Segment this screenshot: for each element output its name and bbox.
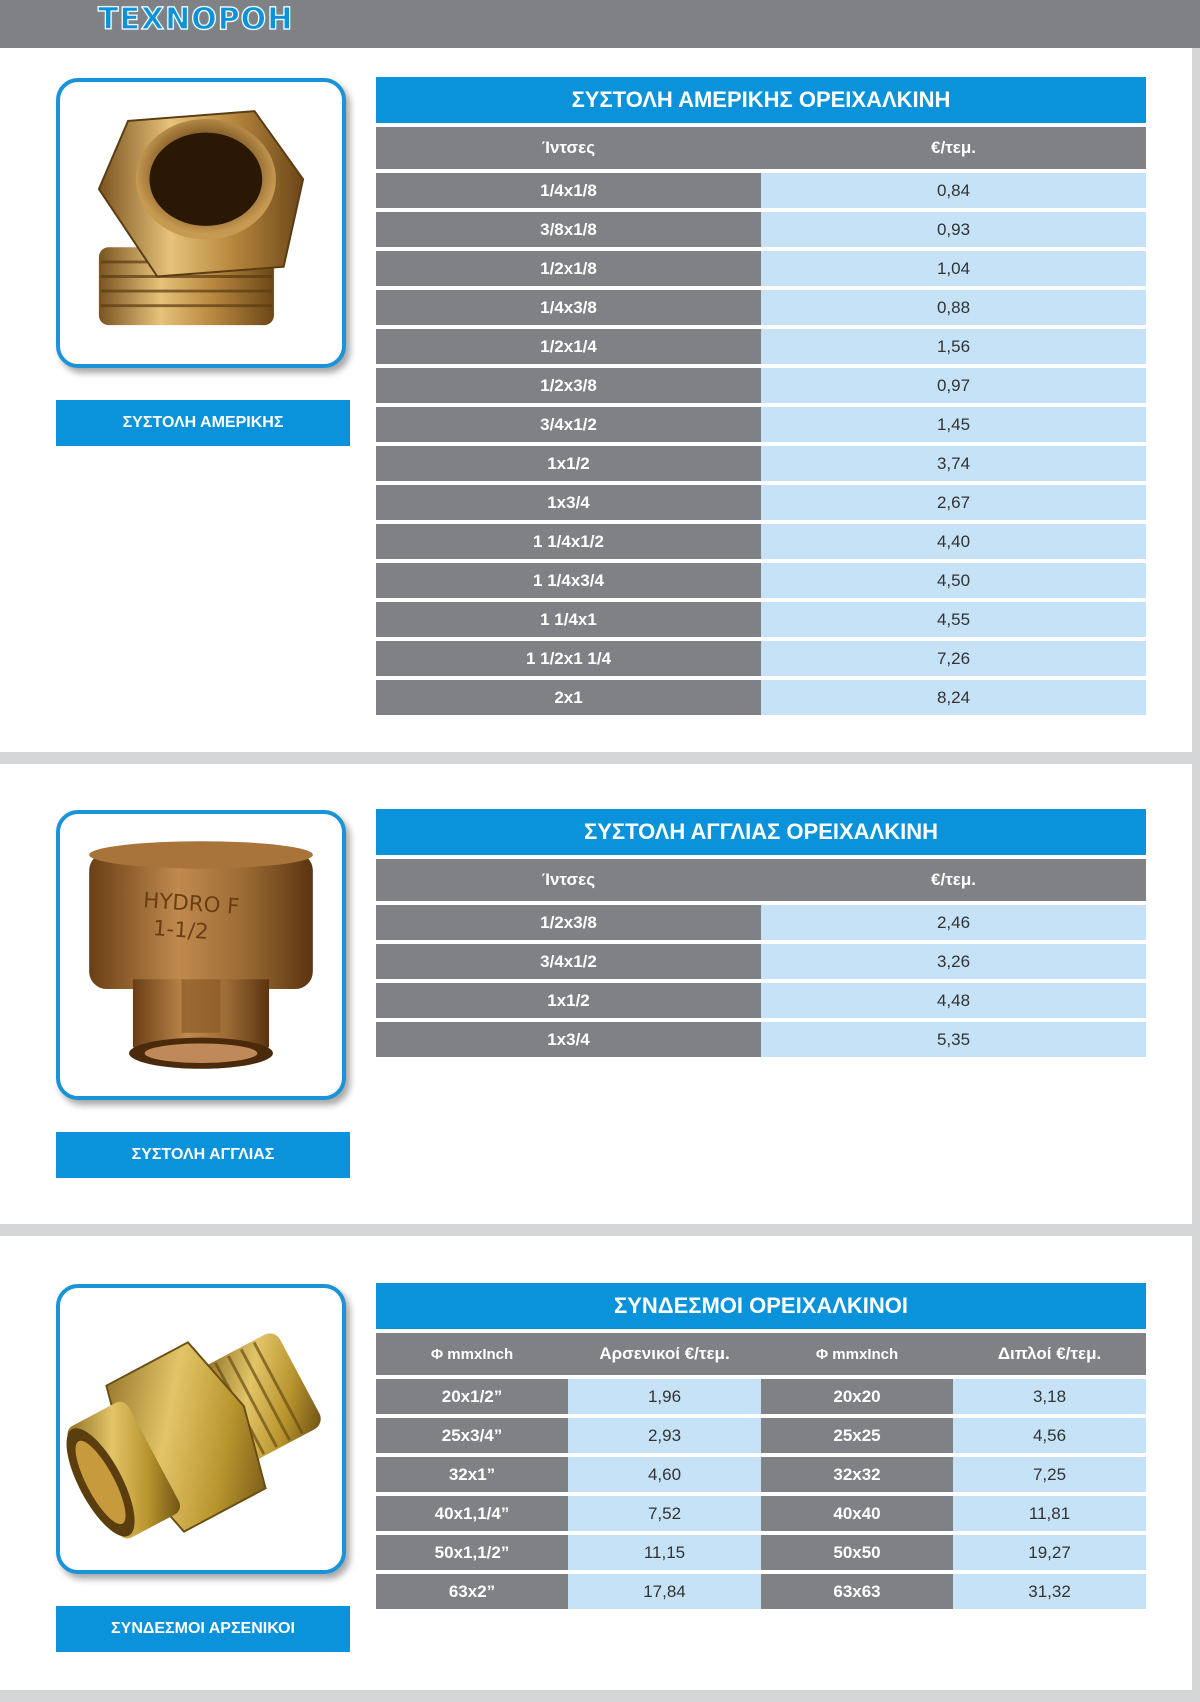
product-caption: ΣΥΝΔΕΣΜΟΙ ΑΡΣΕΝΙΚΟΙ: [56, 1606, 350, 1652]
price-cell: 4,55: [761, 602, 1146, 641]
table-row: [376, 1574, 1146, 1613]
size-cell: 3/4x1/2: [376, 944, 761, 983]
price-cell: 3,26: [761, 944, 1146, 983]
size-cell: 50x50: [761, 1535, 953, 1574]
size-cell: 40x40: [761, 1496, 953, 1535]
column-header-male-price: Αρσενικοί €/τεμ.: [568, 1333, 761, 1379]
table-row: [376, 1022, 1146, 1061]
size-cell: 1/2x3/8: [376, 368, 761, 407]
size-cell: 63x63: [761, 1574, 953, 1613]
size-cell: 1 1/4x1/2: [376, 524, 761, 563]
price-cell: 4,60: [568, 1457, 761, 1496]
price-cell: 0,84: [761, 173, 1146, 212]
price-cell: 1,56: [761, 329, 1146, 368]
price-table-english-reducer: [376, 809, 1146, 1061]
header-bar: [0, 0, 1200, 48]
size-cell: 20x20: [761, 1379, 953, 1418]
column-header-price: €/τεμ.: [761, 859, 1146, 905]
table-row: [376, 1457, 1146, 1496]
price-cell: 4,56: [953, 1418, 1146, 1457]
size-cell: 1 1/4x1: [376, 602, 761, 641]
svg-text:HYDRO F: HYDRO F: [142, 888, 241, 920]
section-divider: [0, 1690, 1200, 1702]
table-row: [376, 1535, 1146, 1574]
size-cell: 32x1”: [376, 1457, 568, 1496]
table-title: ΣΥΣΤΟΛΗ ΑΜΕΡΙΚΗΣ ΟΡΕΙΧΑΛΚΙΝΗ: [376, 77, 1146, 127]
bronze-reducer-image: [60, 814, 342, 1096]
price-cell: 4,50: [761, 563, 1146, 602]
section-divider: [0, 1224, 1200, 1236]
price-cell: 8,24: [761, 680, 1146, 719]
column-header-inches: Ίντσες: [376, 127, 761, 173]
size-cell: 1x3/4: [376, 485, 761, 524]
size-cell: 50x1,1/2”: [376, 1535, 568, 1574]
brass-union-image: [60, 1288, 342, 1570]
table-row: [376, 485, 1146, 524]
size-cell: 40x1,1/4”: [376, 1496, 568, 1535]
size-cell: 1/4x3/8: [376, 290, 761, 329]
table-title: ΣΥΝΔΕΣΜΟΙ ΟΡΕΙΧΑΛΚΙΝΟΙ: [376, 1283, 1146, 1333]
table-row: [376, 1418, 1146, 1457]
column-header-size-double: Φ mmxInch: [761, 1333, 953, 1379]
size-cell: 1/4x1/8: [376, 173, 761, 212]
svg-text:1-1/2: 1-1/2: [152, 916, 210, 945]
size-cell: 1x1/2: [376, 446, 761, 485]
table-row: [376, 680, 1146, 719]
product-photo-english-reducer: [56, 810, 346, 1100]
table-row: [376, 251, 1146, 290]
size-cell: 25x25: [761, 1418, 953, 1457]
price-table-unions: [376, 1283, 1146, 1613]
price-cell: 11,81: [953, 1496, 1146, 1535]
product-caption: ΣΥΣΤΟΛΗ ΑΓΓΛΙΑΣ: [56, 1132, 350, 1178]
price-cell: 31,32: [953, 1574, 1146, 1613]
table-row: [376, 983, 1146, 1022]
price-cell: 7,25: [953, 1457, 1146, 1496]
price-cell: 2,67: [761, 485, 1146, 524]
price-cell: 4,40: [761, 524, 1146, 563]
product-caption: ΣΥΣΤΟΛΗ ΑΜΕΡΙΚΗΣ: [56, 400, 350, 446]
table-title: ΣΥΣΤΟΛΗ ΑΓΓΛΙΑΣ ΟΡΕΙΧΑΛΚΙΝΗ: [376, 809, 1146, 859]
size-cell: 1 1/2x1 1/4: [376, 641, 761, 680]
table-row: [376, 212, 1146, 251]
price-cell: 0,93: [761, 212, 1146, 251]
brand-logo: ΤΕΧΝΟΡΟΗ: [98, 2, 294, 37]
size-cell: 25x3/4”: [376, 1418, 568, 1457]
size-cell: 1x3/4: [376, 1022, 761, 1061]
section-divider: [0, 752, 1200, 764]
brass-hex-reducer-image: [60, 82, 342, 364]
table-row: [376, 173, 1146, 212]
product-photo-union: [56, 1284, 346, 1574]
price-cell: 2,46: [761, 905, 1146, 944]
column-header-size-male: Φ mmxInch: [376, 1333, 568, 1379]
table-row: [376, 1496, 1146, 1535]
price-cell: 1,96: [568, 1379, 761, 1418]
table-row: [376, 905, 1146, 944]
size-cell: 20x1/2”: [376, 1379, 568, 1418]
price-cell: 1,04: [761, 251, 1146, 290]
price-cell: 3,18: [953, 1379, 1146, 1418]
table-row: [376, 944, 1146, 983]
table-row: [376, 368, 1146, 407]
column-header-inches: Ίντσες: [376, 859, 761, 905]
page-edge: [1192, 48, 1200, 1700]
size-cell: 2x1: [376, 680, 761, 719]
product-photo-american-reducer: [56, 78, 346, 368]
price-cell: 19,27: [953, 1535, 1146, 1574]
size-cell: 3/8x1/8: [376, 212, 761, 251]
column-header-price: €/τεμ.: [761, 127, 1146, 173]
price-cell: 11,15: [568, 1535, 761, 1574]
size-cell: 32x32: [761, 1457, 953, 1496]
table-row: [376, 290, 1146, 329]
price-cell: 1,45: [761, 407, 1146, 446]
table-row: [376, 602, 1146, 641]
size-cell: 1/2x3/8: [376, 905, 761, 944]
size-cell: 1/2x1/4: [376, 329, 761, 368]
table-row: [376, 563, 1146, 602]
price-cell: 7,52: [568, 1496, 761, 1535]
price-cell: 17,84: [568, 1574, 761, 1613]
price-cell: 5,35: [761, 1022, 1146, 1061]
table-row: [376, 446, 1146, 485]
size-cell: 1/2x1/8: [376, 251, 761, 290]
table-row: [376, 641, 1146, 680]
table-row: [376, 1379, 1146, 1418]
table-row: [376, 329, 1146, 368]
table-row: [376, 407, 1146, 446]
price-cell: 4,48: [761, 983, 1146, 1022]
size-cell: 1 1/4x3/4: [376, 563, 761, 602]
price-cell: 2,93: [568, 1418, 761, 1457]
price-cell: 7,26: [761, 641, 1146, 680]
price-cell: 3,74: [761, 446, 1146, 485]
column-header-double-price: Διπλοί €/τεμ.: [953, 1333, 1146, 1379]
table-row: [376, 524, 1146, 563]
size-cell: 1x1/2: [376, 983, 761, 1022]
price-cell: 0,88: [761, 290, 1146, 329]
price-cell: 0,97: [761, 368, 1146, 407]
size-cell: 63x2”: [376, 1574, 568, 1613]
size-cell: 3/4x1/2: [376, 407, 761, 446]
price-table-american-reducer: [376, 77, 1146, 719]
